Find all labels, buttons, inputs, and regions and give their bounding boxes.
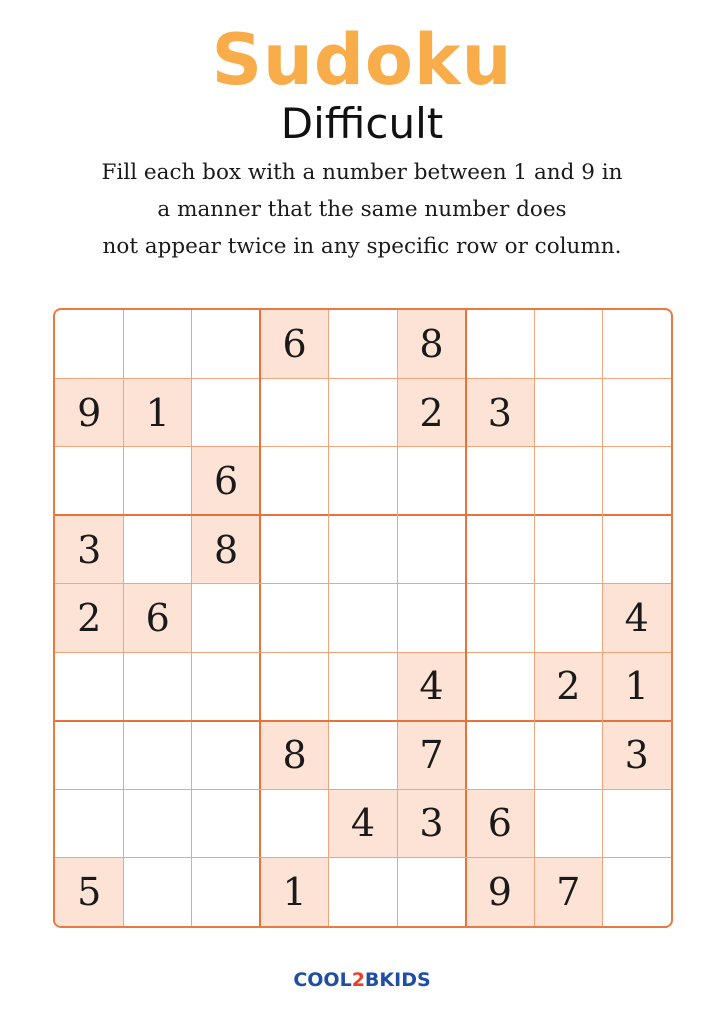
sudoku-cell-r5-c4[interactable] (260, 584, 328, 652)
sudoku-cell-r2-c7: 3 (466, 378, 534, 446)
sudoku-cell-r4-c9[interactable] (603, 515, 671, 583)
sudoku-cell-r1-c5[interactable] (329, 310, 397, 378)
sudoku-cell-r5-c2: 6 (123, 584, 191, 652)
box-divider-vertical (465, 310, 467, 926)
sudoku-cell-r5-c6[interactable] (397, 584, 465, 652)
grid-line-vertical (123, 310, 124, 926)
box-divider-horizontal (55, 720, 671, 722)
sudoku-cell-r1-c3[interactable] (192, 310, 260, 378)
sudoku-cell-r8-c4[interactable] (260, 789, 328, 857)
box-divider-horizontal (55, 514, 671, 516)
sudoku-cell-r7-c8[interactable] (534, 721, 602, 789)
sudoku-cell-r1-c7[interactable] (466, 310, 534, 378)
grid-line-horizontal (55, 446, 671, 447)
logo-text-cool: COOL (293, 969, 352, 991)
sudoku-cell-r3-c2[interactable] (123, 447, 191, 515)
instructions-line-3: not appear twice in any specific row or column. (102, 234, 622, 259)
grid-line-vertical (397, 310, 398, 926)
grid-line-vertical (328, 310, 329, 926)
sudoku-cell-r5-c1: 2 (55, 584, 123, 652)
sudoku-cell-r8-c2[interactable] (123, 789, 191, 857)
sudoku-cell-r9-c3[interactable] (192, 858, 260, 926)
sudoku-cell-r2-c8[interactable] (534, 378, 602, 446)
sudoku-cell-r9-c5[interactable] (329, 858, 397, 926)
sudoku-cell-r3-c4[interactable] (260, 447, 328, 515)
sudoku-cell-r3-c9[interactable] (603, 447, 671, 515)
sudoku-cell-r9-c2[interactable] (123, 858, 191, 926)
sudoku-cell-r5-c9: 4 (603, 584, 671, 652)
sudoku-cell-r3-c6[interactable] (397, 447, 465, 515)
sudoku-cell-r2-c3[interactable] (192, 378, 260, 446)
sudoku-cell-r3-c8[interactable] (534, 447, 602, 515)
sudoku-cell-r6-c6: 4 (397, 652, 465, 720)
grid-line-horizontal (55, 583, 671, 584)
sudoku-cell-r4-c8[interactable] (534, 515, 602, 583)
sudoku-cell-r9-c1: 5 (55, 858, 123, 926)
sudoku-cell-r6-c2[interactable] (123, 652, 191, 720)
sudoku-cell-r7-c5[interactable] (329, 721, 397, 789)
grid-line-vertical (602, 310, 603, 926)
sudoku-cell-r7-c3[interactable] (192, 721, 260, 789)
grid-line-horizontal (55, 857, 671, 858)
sudoku-cell-r4-c6[interactable] (397, 515, 465, 583)
grid-line-horizontal (55, 652, 671, 653)
logo-text-bkids: BKIDS (364, 969, 431, 991)
sudoku-cell-r8-c7: 6 (466, 789, 534, 857)
sudoku-cell-r4-c3: 8 (192, 515, 260, 583)
sudoku-cell-r8-c5: 4 (329, 789, 397, 857)
sudoku-cell-r5-c8[interactable] (534, 584, 602, 652)
sudoku-cell-r5-c5[interactable] (329, 584, 397, 652)
sudoku-cell-r8-c6: 3 (397, 789, 465, 857)
sudoku-cell-r7-c4: 8 (260, 721, 328, 789)
sudoku-cell-r2-c6: 2 (397, 378, 465, 446)
sudoku-cell-r6-c5[interactable] (329, 652, 397, 720)
box-divider-vertical (259, 310, 261, 926)
sudoku-cell-r7-c7[interactable] (466, 721, 534, 789)
sudoku-cell-r3-c1[interactable] (55, 447, 123, 515)
instructions-line-2: a manner that the same number does (157, 197, 567, 222)
page-title: Sudoku (211, 19, 513, 101)
sudoku-cell-r9-c7: 9 (466, 858, 534, 926)
sudoku-cell-r6-c1[interactable] (55, 652, 123, 720)
sudoku-cell-r4-c1: 3 (55, 515, 123, 583)
sudoku-cell-r8-c3[interactable] (192, 789, 260, 857)
sudoku-cell-r6-c7[interactable] (466, 652, 534, 720)
grid-line-horizontal (55, 378, 671, 379)
difficulty-label: Difficult (280, 99, 444, 148)
sudoku-cell-r9-c6[interactable] (397, 858, 465, 926)
sudoku-cell-r1-c8[interactable] (534, 310, 602, 378)
sudoku-cell-r9-c9[interactable] (603, 858, 671, 926)
cool2bkids-logo (0, 968, 724, 992)
grid-line-horizontal (55, 789, 671, 790)
sudoku-cell-r1-c6: 8 (397, 310, 465, 378)
sudoku-cell-r4-c5[interactable] (329, 515, 397, 583)
instructions-line-1: Fill each box with a number between 1 and 9 in (101, 160, 623, 185)
sudoku-cell-r6-c9: 1 (603, 652, 671, 720)
sudoku-cell-r6-c8: 2 (534, 652, 602, 720)
sudoku-board (53, 308, 673, 928)
sudoku-cell-r3-c7[interactable] (466, 447, 534, 515)
sudoku-cell-r2-c5[interactable] (329, 378, 397, 446)
sudoku-cell-r7-c6: 7 (397, 721, 465, 789)
grid-line-vertical (191, 310, 192, 926)
sudoku-cell-r7-c9: 3 (603, 721, 671, 789)
sudoku-cell-r4-c7[interactable] (466, 515, 534, 583)
logo-text-2: 2 (351, 969, 365, 991)
sudoku-cell-r4-c4[interactable] (260, 515, 328, 583)
sudoku-cell-r4-c2[interactable] (123, 515, 191, 583)
sudoku-cell-r2-c2: 1 (123, 378, 191, 446)
sudoku-cell-r3-c5[interactable] (329, 447, 397, 515)
sudoku-cell-r9-c4: 1 (260, 858, 328, 926)
sudoku-cell-r6-c3[interactable] (192, 652, 260, 720)
grid-line-vertical (534, 310, 535, 926)
sudoku-cell-r9-c8: 7 (534, 858, 602, 926)
sudoku-cell-r1-c9[interactable] (603, 310, 671, 378)
sudoku-cell-r1-c4: 6 (260, 310, 328, 378)
sudoku-cell-r7-c2[interactable] (123, 721, 191, 789)
sudoku-cell-r5-c3[interactable] (192, 584, 260, 652)
sudoku-cell-r1-c2[interactable] (123, 310, 191, 378)
sudoku-cell-r8-c1[interactable] (55, 789, 123, 857)
sudoku-cell-r7-c1[interactable] (55, 721, 123, 789)
sudoku-cell-r2-c9[interactable] (603, 378, 671, 446)
sudoku-cell-r3-c3: 6 (192, 447, 260, 515)
sudoku-cell-r8-c8[interactable] (534, 789, 602, 857)
sudoku-cell-r2-c4[interactable] (260, 378, 328, 446)
sudoku-cell-r2-c1: 9 (55, 378, 123, 446)
sudoku-cell-r5-c7[interactable] (466, 584, 534, 652)
sudoku-cell-r8-c9[interactable] (603, 789, 671, 857)
sudoku-cell-r6-c4[interactable] (260, 652, 328, 720)
sudoku-cell-r1-c1[interactable] (55, 310, 123, 378)
instructions (40, 154, 684, 265)
